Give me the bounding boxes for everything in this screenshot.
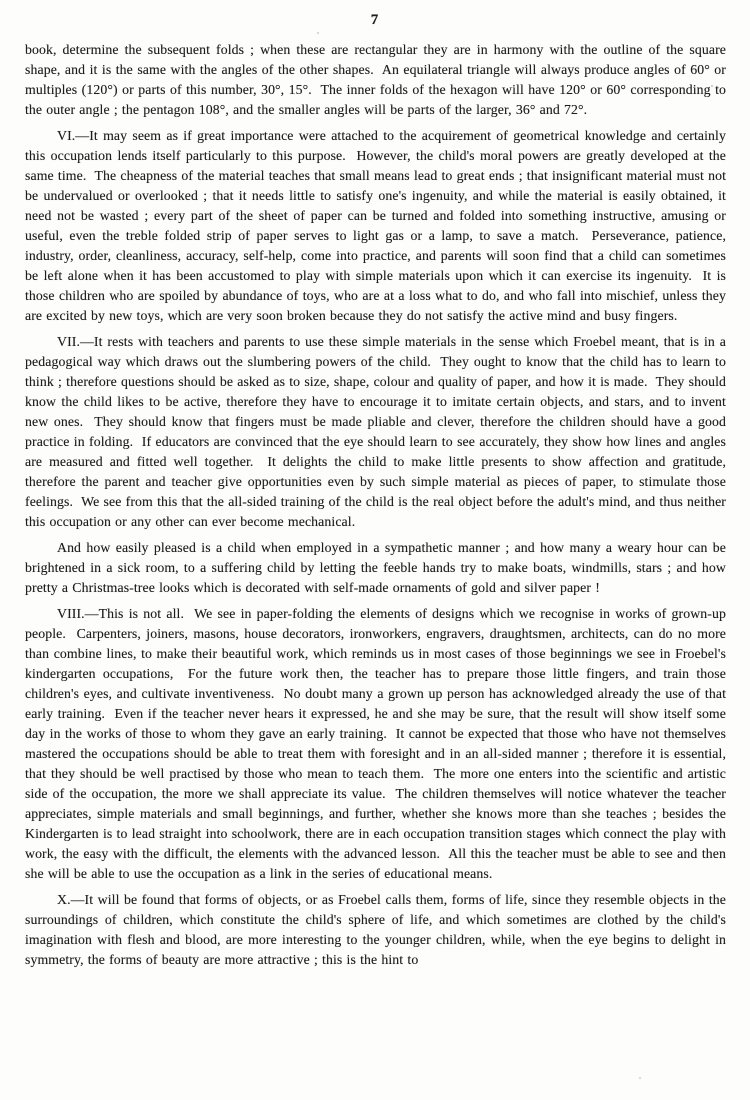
page-number: 7 [370,12,380,28]
paragraph-continuation: book, determine the subsequent folds ; when these are rectangular they are in harmony with the outline of the square shape, and it is the same with the angles of the other shapes. An equilateral triangle will always produce angles of 60° or multiples (120°) or parts of this number, 30°, 15°. The inner folds of the hexagon will have 120° or 60° corresponding to the outer angle ; the pentagon 108°, and the smaller angles will be parts of the larger, 36° and 72°. [25,42,731,117]
paragraph-section-vi: VI.—It may seem as if great importance were attached to the acquirement of geometrical knowledge and certainly this occupation lends itself particularly to this purpose. However, the child's moral powers are greatly developed at the same time. The cheapness of the material teaches that small means lead to great ends ; that insignificant material must not be undervalued or overlooked ; that it needs little to satisfy one's ingenuity, and while the material is easily obtained, it need not be wasted ; every part of the sheet of paper can be turned and folded into something instructive, amusing or useful, even the treble folded strip of paper serves to light gas or a lamp, to save a match. Perseverance, patience, industry, order, cleanliness, accuracy, self-help, come into practice, and parents will soon find that a child can sometimes be left alone when it has been accustomed to play with simple materials upon which it can exercise its ingenuity. It is those children who are spoiled by abundance of toys, who are at a loss what to do, and who fall into mischief, unless they are excited by new toys, which are very soon broken because they do not satisfy the active mind and busy fingers. [25,128,731,323]
paragraph-section-vii: VII.—It rests with teachers and parents to use these simple materials in the sense which Froebel meant, that is in a pedagogical way which draws out the slumbering powers of the child. They ought to know that the child has to learn to think ; therefore questions should be asked as to size, shape, colour and quality of paper, and how it is made. They should know the child likes to be active, therefore they have to encourage it to imitate certain objects, and stars, and to invent new ones. They should know that fingers must be made pliable and clever, therefore the children should have a good practice in folding. If educators are convinced that the eye should learn to see accurately, they show how lines and angles are measured and fitted well together. It delights the child to make little presents to show affection and gratitude, therefore the parent and teacher give opportunities even by such simple material as pieces of paper, to stimulate those feelings. We see from this that the all-sided training of the child is the real object before the adult's mind, and thus neither this occupation or any other can ever become mechanical. [25,334,731,529]
paragraph-sympathetic-manner: And how easily pleased is a child when employed in a sympathetic manner ; and how many a weary hour can be brightened in a sick room, to a suffering child by letting the feeble hands try to make boats, windmills, stars ; and how pretty a Christmas-tree looks which is decorated with self-made ornaments of gold and silver paper ! [25,540,731,595]
paragraph-section-viii: VIII.—This is not all. We see in paper-folding the elements of designs which we recognise in works of grown-up people. Carpenters, joiners, masons, house decorators, ironworkers, engravers, draughtsmen, architects, can do no more than combine lines, to make their beautiful work, which reminds us in most cases of those beginnings we see in Froebel's kindergarten occupations, For the future work then, the teacher has to prepare those little fingers, and train those children's eyes, and cultivate inventiveness. No doubt many a grown up person has acknowledged already the use of that early training. Even if the teacher never hears it expressed, he and she may be sure, that the result will show itself some day in the works of those to whom they gave an early training. It cannot be expected that those who have not themselves mastered the occupations should be able to treat them with foresight and in an all-sided manner ; therefore it is essential, that they should be well practised by those who mean to teach them. The more one enters into the scientific and artistic side of the occupation, the more we shall appreciate its value. The children themselves will notice whatever the teacher appreciates, simple materials and small beginnings, and further, whether she knows more than she teaches ; besides the Kindergarten is to lead straight into schoolwork, there are in each occupation transition stages which connect the play with work, the easy with the difficult, the elements with the advanced lesson. All this the teacher must be able to see and then she will be able to use the occupation as a link in the series of educational means. [25,606,731,881]
paragraph-section-x: X.—It will be found that forms of objects, or as Froebel calls them, forms of life, since they resemble objects in the surroundings of children, which constitute the child's sphere of life, and which sometimes are clothed by the child's imagination with flesh and blood, are more interesting to the younger children, while, when the eye begins to delight in symmetry, the forms of beauty are more attractive ; this is the hint to [25,892,731,967]
page-text-block [25,40,731,976]
